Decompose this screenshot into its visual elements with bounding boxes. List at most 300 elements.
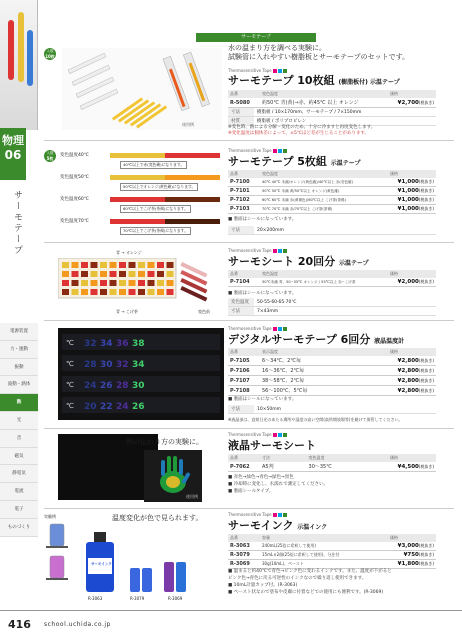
product-title [228, 519, 327, 534]
table-row[interactable] [228, 98, 436, 108]
item-price [388, 187, 436, 196]
tax-note: (税抜き) [418, 197, 434, 202]
item-volume: 240mL(25倍に希釈して使用) [260, 542, 388, 551]
chapter-tab[interactable] [0, 128, 26, 180]
legend-label: 青 → オレンジ [116, 250, 142, 255]
strip-reading: 28 [116, 381, 129, 391]
col-header: 価格 [388, 170, 436, 178]
side-menu-item[interactable]: 音 [0, 430, 38, 448]
brand-mark-icon [273, 249, 277, 253]
brand-mark-icon [278, 249, 282, 253]
legend-label: 青 → こげ茶 [116, 309, 138, 314]
thermo-strip-swatch [129, 280, 136, 286]
chapter-number: 06 [4, 148, 22, 162]
page-number: 416 [8, 618, 31, 631]
thermo-strip-swatch [138, 280, 145, 286]
brand-line [228, 326, 287, 331]
step-desc: 70℃以上でこげ茶(茶褐)になります。 [120, 227, 191, 235]
strip-reading: 34 [100, 339, 113, 349]
note: ■ 裏面はシールになっています。 [228, 217, 297, 222]
product-code-label: R-3079 [130, 596, 145, 601]
note-red: ※変化温度は個体差によって、±5℃ほど差が生じることがあります。 [228, 131, 370, 136]
side-menu-item[interactable]: 力・運動 [0, 341, 38, 359]
thermo-strip-swatch [110, 262, 117, 268]
digital-strip-photo [58, 328, 224, 420]
photo-caption: 使用例 [186, 494, 198, 499]
item-price [388, 542, 436, 551]
thermo-strip-swatch [138, 289, 145, 295]
step-label: 変色温度50℃ [60, 175, 89, 180]
strip-reading: 26 [100, 381, 113, 391]
price-value: ¥3,000 [397, 543, 419, 549]
thermo-strip-swatch [72, 271, 79, 277]
badge-value: 5枚 [46, 156, 54, 161]
item-code: P-7106 [228, 366, 260, 376]
col-header: 寸法 [260, 454, 307, 462]
product-title: 液晶サーモシート [228, 439, 316, 452]
thermo-strip-swatch [100, 271, 107, 277]
price-value: ¥750 [403, 552, 419, 558]
col-header: 品番 [228, 90, 260, 98]
thermo-strip-swatch [91, 271, 98, 277]
item-price [388, 356, 436, 366]
thermo-strip-swatch [72, 289, 79, 295]
table-row[interactable] [228, 356, 436, 366]
item-code: R-3069 [228, 560, 260, 569]
section-caption: 熱の伝わり方の実験に。 [126, 438, 203, 446]
col-header: 品番 [228, 348, 260, 356]
strip-unit: ℃ [66, 402, 74, 410]
spec-box [228, 226, 436, 235]
item-code: P-7104 [228, 278, 260, 287]
item-volume: 15mL×2個(25倍に希釈して使用)、分注付 [260, 551, 388, 560]
price-table [228, 454, 436, 472]
brand-text: Thermosensitive Tape [228, 148, 272, 153]
side-menu-item[interactable]: 光 [0, 412, 38, 430]
strip-unit: ℃ [66, 381, 74, 389]
bullet: ■ 冷却時に変化し、水濡れで測定してください。 [228, 482, 329, 487]
item-temp: 38～58℃、2℃毎 [260, 376, 388, 386]
thermo-strip-swatch [119, 280, 126, 286]
brand-text: Thermosensitive Tape [228, 68, 272, 73]
title-sub: 示温テープ [330, 160, 361, 167]
thermo-strip-swatch [81, 289, 88, 295]
col-header: 変色温度 [260, 170, 388, 178]
side-menu-item[interactable]: 電流 [0, 483, 38, 501]
tax-note: (税抜き) [418, 99, 434, 105]
step-desc: 40℃以上で赤(変色確)になります。 [120, 161, 187, 169]
note: ■ 裏面はシールになっています。 [228, 291, 297, 296]
strip-unit: ℃ [66, 360, 74, 368]
table-row[interactable] [228, 542, 436, 551]
spec-key: 寸法 [228, 226, 254, 235]
price-table [228, 534, 436, 569]
spec-value: 50·55·60·65·70℃ [254, 298, 436, 307]
thermo-strip-swatch [62, 271, 69, 277]
thermo-strip-swatch [157, 271, 164, 277]
badge-label: 入数 [46, 151, 54, 155]
item-code: P-7105 [228, 356, 260, 366]
strip-reading: 20 [84, 402, 97, 412]
title-sub: 液晶温度計 [374, 338, 405, 345]
thermo-strip-swatch [81, 262, 88, 268]
chapter-vertical-label: サーモテープ [12, 190, 22, 256]
table-row[interactable] [228, 366, 436, 376]
thermo-strip-swatch [100, 262, 107, 268]
ink-experiment-photo [44, 514, 70, 584]
section-caption: 水の温まり方を調べる実験に。 試験管に入れやすい樹脂板とサーモテープのセットです。 [228, 44, 410, 61]
brand-line [228, 432, 287, 437]
col-header: 価格 [388, 348, 436, 356]
strip-reading: 30 [132, 381, 145, 391]
price-value: ¥1,800 [397, 561, 419, 567]
brand-mark-icon [278, 327, 282, 331]
item-price [388, 178, 436, 187]
note: ※変色時、熱による分解・変化のため、十分に冷ますと再度変色します。 [228, 125, 376, 130]
side-menu-item[interactable]: 振動 [0, 359, 38, 377]
thermo-strip-swatch [72, 262, 79, 268]
table-row[interactable] [228, 278, 436, 287]
thermo-strip-swatch [167, 289, 174, 295]
brand-mark-icon [283, 69, 287, 73]
thermo-strip-swatch [138, 271, 145, 277]
thermo-strip-swatch [119, 271, 126, 277]
brand-mark-icon [273, 513, 277, 517]
thermo-strip-swatch [62, 280, 69, 286]
price-table [228, 348, 436, 396]
table-row[interactable] [228, 386, 436, 396]
title-text: デジタルサーモテープ 6回分 [228, 333, 371, 346]
col-header: 変色温度 [307, 454, 388, 462]
product-code-label: R-3069 [168, 596, 183, 601]
ink-bottles-photo [82, 528, 202, 604]
title-text: サーモテープ 10枚組 [228, 74, 335, 87]
item-temp: 50℃未満 青、50~55℃ オレンジ / 55℃以上 赤~こげ茶 [260, 278, 388, 287]
item-code: P-7103 [228, 205, 260, 214]
photo-caption: 実験例 [44, 514, 56, 519]
thermo-strip-swatch [129, 262, 136, 268]
photo-caption: 使用例 [182, 122, 194, 127]
side-menu [0, 323, 38, 537]
item-code: P-7107 [228, 376, 260, 386]
product-photo-10 [62, 48, 222, 130]
item-temp: 16～36℃、2℃毎 [260, 366, 388, 376]
side-menu-item[interactable]: 静電気 [0, 465, 38, 483]
strip-reading: 30 [100, 360, 113, 370]
step-label: 変色温度40℃ [60, 153, 89, 158]
title-sub: 示温テープ [338, 260, 369, 267]
thermo-strip-swatch [167, 262, 174, 268]
title-text: サーモシート 20回分 [228, 255, 336, 268]
thermo-strip-swatch [62, 262, 69, 268]
col-header: 容量 [260, 534, 388, 542]
color-steps [60, 152, 230, 236]
item-temp: 50℃ 50℃ 未満 黄/50℃以上 オレンジ(黄色確) [260, 187, 388, 196]
item-price [388, 462, 436, 472]
col-header: 価格 [388, 270, 436, 278]
tax-note: (税抜き) [418, 463, 434, 469]
strip-reading: 26 [132, 402, 145, 412]
table-row[interactable] [228, 376, 436, 386]
section-caption: 温度変化が色で見られます。 [112, 514, 203, 522]
badge-value: 10枚 [45, 54, 55, 59]
brand-line [228, 512, 287, 517]
brand-text: Thermosensitive Tape [228, 512, 272, 517]
price-value: ¥1,000 [397, 188, 419, 194]
thermo-strip-swatch [129, 271, 136, 277]
side-menu-item-active[interactable]: 熱 [0, 394, 38, 412]
title-sub: 示温インク [297, 524, 328, 531]
price-value: ¥2,700 [397, 99, 419, 106]
item-price [388, 376, 436, 386]
brand-mark-icon [273, 69, 277, 73]
col-header: 品番 [228, 270, 260, 278]
thermo-strip-swatch [91, 289, 98, 295]
item-code: P-7102 [228, 196, 260, 205]
price-value: ¥1,000 [397, 179, 419, 185]
bullet: ■ 赤色→緑色→青色→緑色→黒色 [228, 475, 294, 480]
divider [44, 508, 454, 509]
table-row[interactable] [228, 196, 436, 205]
tax-note: (税抜き) [418, 367, 434, 373]
product-code-label: R-3063 [88, 596, 103, 601]
chapter-char: 物理 [2, 134, 24, 147]
spec-value: 20×200mm [254, 226, 436, 235]
thermo-strip-swatch [62, 289, 69, 295]
brand-mark-icon [283, 433, 287, 437]
brand-text: Thermosensitive Tape [228, 432, 272, 437]
strip-reading: 32 [116, 360, 129, 370]
col-header: 価格 [388, 534, 436, 542]
item-temp: 70℃ 70℃ 未満 赤/70℃以上 こげ茶(茶褐) [260, 205, 388, 214]
brand-mark-icon [278, 69, 282, 73]
brand-line [228, 248, 287, 253]
tax-note: (税抜き) [418, 179, 434, 184]
col-header: 変色温度 [260, 90, 388, 98]
thermo-strip-swatch [100, 280, 107, 286]
thermo-strip-swatch [167, 271, 174, 277]
spec-value: 樹脂板 / 10×170mm、サーモテープ / 7×150mm [254, 108, 436, 117]
step-desc: 50℃以上でオレンジ(黄色確)になります。 [120, 183, 198, 191]
price-table [228, 270, 436, 287]
item-code: R-3063 [228, 542, 260, 551]
quantity-badge [44, 48, 56, 60]
divider [44, 140, 454, 141]
item-code: P-7100 [228, 178, 260, 187]
item-temp: 30～35℃ [307, 462, 388, 472]
thermo-strip-swatch [148, 262, 155, 268]
title-sub: (樹脂板付) 示温テープ [338, 79, 400, 86]
brand-text: Thermosensitive Tape [228, 248, 272, 253]
brand-line [228, 148, 287, 153]
divider [44, 242, 454, 243]
brand-mark-icon [278, 149, 282, 153]
col-header: 品番 [228, 534, 260, 542]
side-menu-item[interactable]: 磁気 [0, 448, 38, 466]
step-label: 変色温度60℃ [60, 197, 89, 202]
thermo-strip-swatch [100, 289, 107, 295]
spec-key: 材質 [228, 117, 254, 126]
thermo-strip-swatch [91, 280, 98, 286]
tax-note: (税抜き) [418, 377, 434, 383]
spec-value: 10×50mm [254, 405, 436, 414]
spec-box [228, 405, 436, 414]
spec-key: 寸法 [228, 108, 254, 117]
thermo-strip-swatch [110, 280, 117, 286]
product-title [228, 333, 404, 348]
item-temp: 56～100℃、5℃毎 [260, 386, 388, 396]
price-table [228, 90, 436, 108]
brand-mark-icon [273, 149, 277, 153]
item-price [388, 386, 436, 396]
bullet: ピンク色→青色に戻る可逆性のインクなので繰り返し使用できます。 [228, 576, 367, 581]
col-header: 価格 [388, 90, 436, 98]
thermo-strip-swatch [148, 289, 155, 295]
price-value: ¥4,500 [397, 463, 419, 470]
side-menu-item[interactable]: 波動・熱体 [0, 376, 38, 394]
divider [44, 428, 454, 429]
tax-note: (税抜き) [418, 543, 434, 548]
product-title [228, 255, 369, 270]
item-code: R-3079 [228, 551, 260, 560]
brand-mark-icon [283, 327, 287, 331]
thermo-strip-swatch [157, 280, 164, 286]
price-value: ¥1,000 [397, 206, 419, 212]
quantity-badge [44, 150, 56, 162]
tax-note: (税抜き) [418, 387, 434, 393]
strip-reading: 36 [116, 339, 129, 349]
col-header: 変色温度 [260, 270, 388, 278]
table-row[interactable] [228, 187, 436, 196]
item-price [388, 205, 436, 214]
price-value: ¥2,800 [397, 387, 419, 394]
strip-reading: 24 [116, 402, 129, 412]
thermo-strip-swatch [129, 289, 136, 295]
strip-reading: 22 [100, 402, 113, 412]
strip-reading: 28 [84, 360, 97, 370]
price-value: ¥2,000 [397, 279, 419, 285]
item-price [388, 551, 436, 560]
brand-mark-icon [273, 433, 277, 437]
spec-key: 変色温度 [228, 298, 254, 307]
side-menu-item[interactable]: 電源装置 [0, 323, 38, 341]
thermo-strip-swatch [148, 280, 155, 286]
table-row[interactable] [228, 178, 436, 187]
brand-mark-icon [278, 513, 282, 517]
thermo-strip-swatch [91, 262, 98, 268]
strip-reading: 38 [132, 339, 145, 349]
spec-value: 樹脂板 / ポリプロピレン [254, 117, 436, 126]
item-temp: 約50℃ 青(黄)→赤、約45℃ 以上 オレンジ [260, 98, 388, 108]
col-header: 品番 [228, 170, 260, 178]
thermo-strip-swatch [110, 289, 117, 295]
brand-mark-icon [283, 249, 287, 253]
bullet: ■ 裏面シールタイプ。 [228, 489, 274, 494]
price-table [228, 170, 436, 214]
tax-note: (税抜き) [418, 552, 434, 557]
brand-mark-icon [278, 433, 282, 437]
bullet: ■ 10mL計量カップ付。(R-3063) [228, 583, 298, 588]
item-code: R-5080 [228, 98, 260, 108]
col-header: 価格 [388, 454, 436, 462]
footer-divider [0, 610, 462, 611]
spec-value: 7×43mm [254, 307, 436, 316]
price-value: ¥2,800 [397, 357, 419, 364]
item-temp: 40℃ 40℃ 未満/オレンジ(黄色確)/40℃以上 赤(変色確) [260, 178, 388, 187]
footer-url[interactable]: school.uchida.co.jp [44, 621, 111, 628]
brand-mark-icon [273, 327, 277, 331]
col-header: 品番 [228, 454, 260, 462]
strip-unit: ℃ [66, 339, 74, 347]
item-temp: 6～34℃、2℃毎 [260, 356, 388, 366]
thermo-strip-swatch [119, 262, 126, 268]
bullet: ■ ペースト状なので塗布や皮膚に付着などでの使用にも便利です。(R-3069) [228, 590, 384, 595]
title-text: サーモテープ 5枚組 [228, 155, 327, 168]
table-row[interactable] [228, 205, 436, 214]
side-menu-item[interactable]: 電子 [0, 501, 38, 519]
thermo-strip-swatch [110, 271, 117, 277]
tax-note: (税抜き) [418, 357, 434, 363]
product-title [228, 74, 400, 89]
thermo-strip-swatch [119, 289, 126, 295]
brand-mark-icon [283, 149, 287, 153]
tax-note: (税抜き) [418, 279, 434, 284]
divider [44, 320, 454, 321]
side-menu-item[interactable]: ものづくり [0, 519, 38, 537]
spec-box [228, 298, 436, 316]
badge-label: 入数 [46, 49, 54, 53]
price-value: ¥2,800 [397, 377, 419, 384]
section-header: サーモテープ [196, 33, 316, 42]
product-title [228, 155, 360, 170]
spec-key: 寸法 [228, 307, 254, 316]
thermo-strip-swatch [157, 262, 164, 268]
item-price [388, 278, 436, 287]
thermo-strip-swatch [167, 280, 174, 286]
item-code: P-7062 [228, 462, 260, 472]
brand-line [228, 68, 287, 73]
price-value: ¥2,800 [397, 367, 419, 374]
step-label: 変色温度70℃ [60, 219, 89, 224]
thermo-strip-swatch [81, 271, 88, 277]
strip-reading: 24 [84, 381, 97, 391]
photo-caption: 変色前 [198, 309, 210, 314]
spec-key: 寸法 [228, 405, 254, 414]
tax-note: (税抜き) [418, 206, 434, 211]
strip-reading: 34 [132, 360, 145, 370]
thermo-strip-swatch [81, 280, 88, 286]
strip-reading: 32 [84, 339, 97, 349]
bottle-label: サーモインク [91, 562, 112, 566]
brand-mark-icon [283, 513, 287, 517]
item-volume: 30g(10mL)、ペースト [260, 560, 388, 569]
thermo-strip-swatch [148, 271, 155, 277]
table-row[interactable] [228, 551, 436, 560]
item-price [388, 98, 436, 108]
tax-note: (税抜き) [418, 561, 434, 566]
note: ■ 裏面はシールになっています。 [228, 397, 297, 402]
item-code: P-7101 [228, 187, 260, 196]
footnote: ※液晶部は、直射日光のあたる場所や湿度の高い空間(高所開放場等)を避けて保管してください。 [228, 417, 403, 422]
thermo-strip-swatch [72, 280, 79, 286]
thermo-strip-swatch [157, 289, 164, 295]
item-price [388, 196, 436, 205]
tax-note: (税抜き) [418, 188, 434, 193]
table-row[interactable] [228, 462, 436, 472]
col-header: 表示温度 [260, 348, 388, 356]
step-desc: 60℃以上でこげ茶(茶褐)になります。 [120, 205, 191, 213]
item-price [388, 366, 436, 376]
